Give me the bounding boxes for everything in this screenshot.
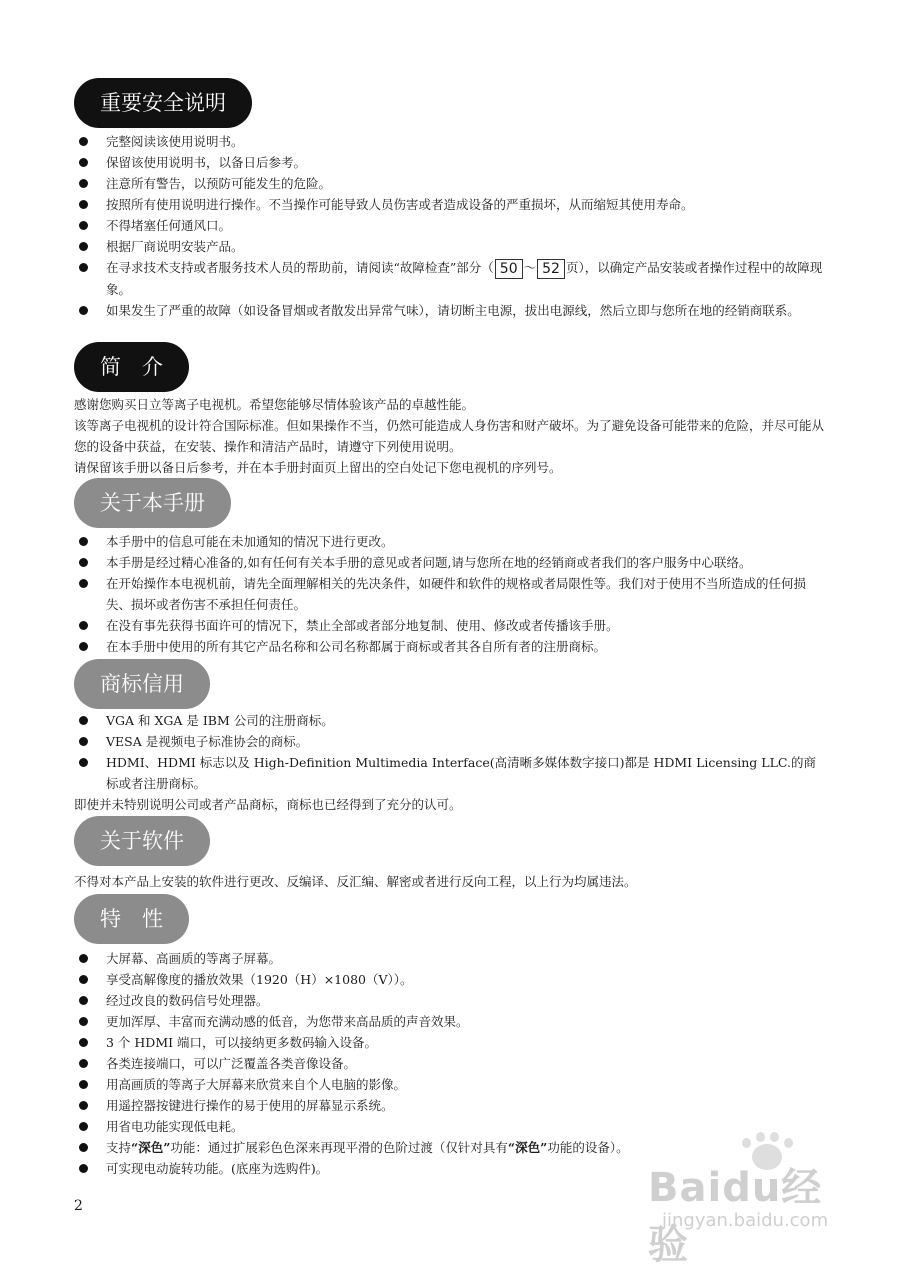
list-item: 用省电功能实现低电耗。 xyxy=(74,1116,826,1137)
list-item: 完整阅读该使用说明书。 xyxy=(74,131,826,152)
bullet-icon xyxy=(79,137,88,146)
list-item: 用高画质的等离子大屏幕来欣赏来自个人电脑的影像。 xyxy=(74,1074,826,1095)
paragraph: 请保留该手册以备日后参考，并在本手册封面页上留出的空白处记下您电视机的序列号。 xyxy=(74,460,562,475)
bullet-icon xyxy=(79,537,88,546)
list-item: 大屏幕、高画质的等离子屏幕。 xyxy=(74,948,826,969)
bullet-icon xyxy=(79,1059,88,1068)
bullet-icon xyxy=(79,621,88,630)
bullet-icon xyxy=(79,1080,88,1089)
trademark-heading: 商标信用 xyxy=(74,659,210,709)
paw-toe-icon xyxy=(742,1138,751,1148)
list-item: 享受高解像度的播放效果（1920（H）×1080（V））。 xyxy=(74,969,826,990)
paw-toe-icon xyxy=(784,1138,793,1148)
bullet-icon xyxy=(79,996,88,1005)
features-heading: 特 性 xyxy=(74,894,189,944)
intro-heading: 简 介 xyxy=(74,342,189,392)
software-heading: 关于软件 xyxy=(74,816,210,866)
list-item: 各类连接端口，可以广泛覆盖各类音像设备。 xyxy=(74,1053,826,1074)
list-item: 可实现电动旋转功能。(底座为选购件)。 xyxy=(74,1158,826,1179)
bullet-icon xyxy=(79,642,88,651)
bullet-icon xyxy=(79,758,88,767)
paw-toe-icon xyxy=(770,1132,779,1142)
paragraph: 感谢您购买日立等离子电视机。希望您能够尽情体验该产品的卓越性能。 xyxy=(74,397,475,412)
page-ref-start: 50 xyxy=(495,259,523,279)
list-item: 本手册是经过精心准备的,如有任何有关本手册的意见或者问题,请与您所在地的经销商或者我们的客户服务中心联络。 xyxy=(74,552,826,573)
list-item: 不得堵塞任何通风口。 xyxy=(74,215,826,236)
list-item: 注意所有警告，以预防可能发生的危险。 xyxy=(74,173,826,194)
watermark-url: jingyan.baidu.com xyxy=(662,1210,829,1231)
list-item: 在没有事先获得书面许可的情况下，禁止全部或者部分地复制、使用、修改或者传播该手册。 xyxy=(74,615,826,636)
bullet-icon xyxy=(79,716,88,725)
software-text: 不得对本产品上安装的软件进行更改、反编译、反汇编、解密或者进行反向工程，以上行为均属违法。 xyxy=(74,874,637,889)
safety-list xyxy=(74,131,826,321)
manual-heading: 关于本手册 xyxy=(74,478,231,528)
bullet-icon xyxy=(79,263,88,272)
list-item: 在开始操作本电视机前，请先全面理解相关的先决条件，如硬件和软件的规格或者局限性等。我们对于使用不当所造成的任何损失、损坏或者伤害不承担任何责任。 xyxy=(74,573,826,615)
list-item: 3 个 HDMI 端口，可以接纳更多数码输入设备。 xyxy=(74,1032,826,1053)
list-item: 支持“深色”功能：通过扩展彩色色深来再现平滑的色阶过渡（仅针对具有“深色”功能的设备）。 xyxy=(74,1137,826,1158)
deep-color-term: “深色” xyxy=(507,1140,548,1155)
page-number: 2 xyxy=(74,1198,83,1214)
bullet-icon xyxy=(79,1017,88,1026)
bullet-icon xyxy=(79,1143,88,1152)
safety-heading: 重要安全说明 xyxy=(74,78,252,128)
bullet-icon xyxy=(79,1038,88,1047)
list-item: 更加浑厚、丰富而充满动感的低音，为您带来高品质的声音效果。 xyxy=(74,1011,826,1032)
bullet-icon xyxy=(79,1101,88,1110)
list-item: 用遥控器按键进行操作的易于使用的屏幕显示系统。 xyxy=(74,1095,826,1116)
paw-toe-icon xyxy=(756,1132,765,1142)
bullet-icon xyxy=(79,1164,88,1173)
bullet-icon xyxy=(79,158,88,167)
trademark-list xyxy=(74,710,826,794)
list-item: VESA 是视频电子标准协会的商标。 xyxy=(74,731,826,752)
bullet-icon xyxy=(79,242,88,251)
bullet-icon xyxy=(79,954,88,963)
list-item: VGA 和 XGA 是 IBM 公司的注册商标。 xyxy=(74,710,826,731)
paragraph: 该等离子电视机的设计符合国际标准。但如果操作不当，仍然可能造成人身伤害和财产破坏。为了避免设备可能带来的危险，并尽可能从您的设备中获益，在安装、操作和清洁产品时，请遵守下列使用说明。 xyxy=(74,418,825,454)
page-ref-end: 52 xyxy=(537,259,565,279)
bullet-icon xyxy=(79,179,88,188)
trademark-note: 即使并未特别说明公司或者产品商标，商标也已经得到了充分的认可。 xyxy=(74,797,462,812)
deep-color-term: “深色” xyxy=(131,1140,171,1155)
list-item: 如果发生了严重的故障（如设备冒烟或者散发出异常气味），请切断主电源，拔出电源线，然后立即与您所在地的经销商联系。 xyxy=(74,300,826,321)
list-item: HDMI、HDMI 标志以及 High-Definition Multimedia Interface(高清晰多媒体数字接口)都是 HDMI Licensing LLC.的商标或者注册商标。 xyxy=(74,752,826,794)
list-item: 保留该使用说明书，以备日后参考。 xyxy=(74,152,826,173)
manual-list xyxy=(74,531,826,657)
bullet-icon xyxy=(79,221,88,230)
bullet-icon xyxy=(79,737,88,746)
bullet-icon xyxy=(79,200,88,209)
list-item: 经过改良的数码信号处理器。 xyxy=(74,990,826,1011)
list-item: 在本手册中使用的所有其它产品名称和公司名称都属于商标或者其各自所有者的注册商标。 xyxy=(74,636,826,657)
bullet-icon xyxy=(79,975,88,984)
bullet-icon xyxy=(79,1122,88,1131)
intro-text xyxy=(74,394,826,478)
baidu-watermark xyxy=(640,1138,860,1268)
list-item: 按照所有使用说明进行操作。不当操作可能导致人员伤害或者造成设备的严重损坏，从而缩短其使用寿命。 xyxy=(74,194,826,215)
watermark-logo: Baidu经验 xyxy=(648,1165,823,1268)
bullet-icon xyxy=(79,579,88,588)
bullet-icon xyxy=(79,558,88,567)
bullet-icon xyxy=(79,306,88,315)
list-item: 本手册中的信息可能在未加通知的情况下进行更改。 xyxy=(74,531,826,552)
list-item: 根据厂商说明安装产品。 xyxy=(74,236,826,257)
list-item: 在寻求技术支持或者服务技术人员的帮助前，请阅读“故障检查”部分（ 50 ～ 52 页），以确定产品安装或者操作过程中的故障现象。 xyxy=(74,257,826,300)
